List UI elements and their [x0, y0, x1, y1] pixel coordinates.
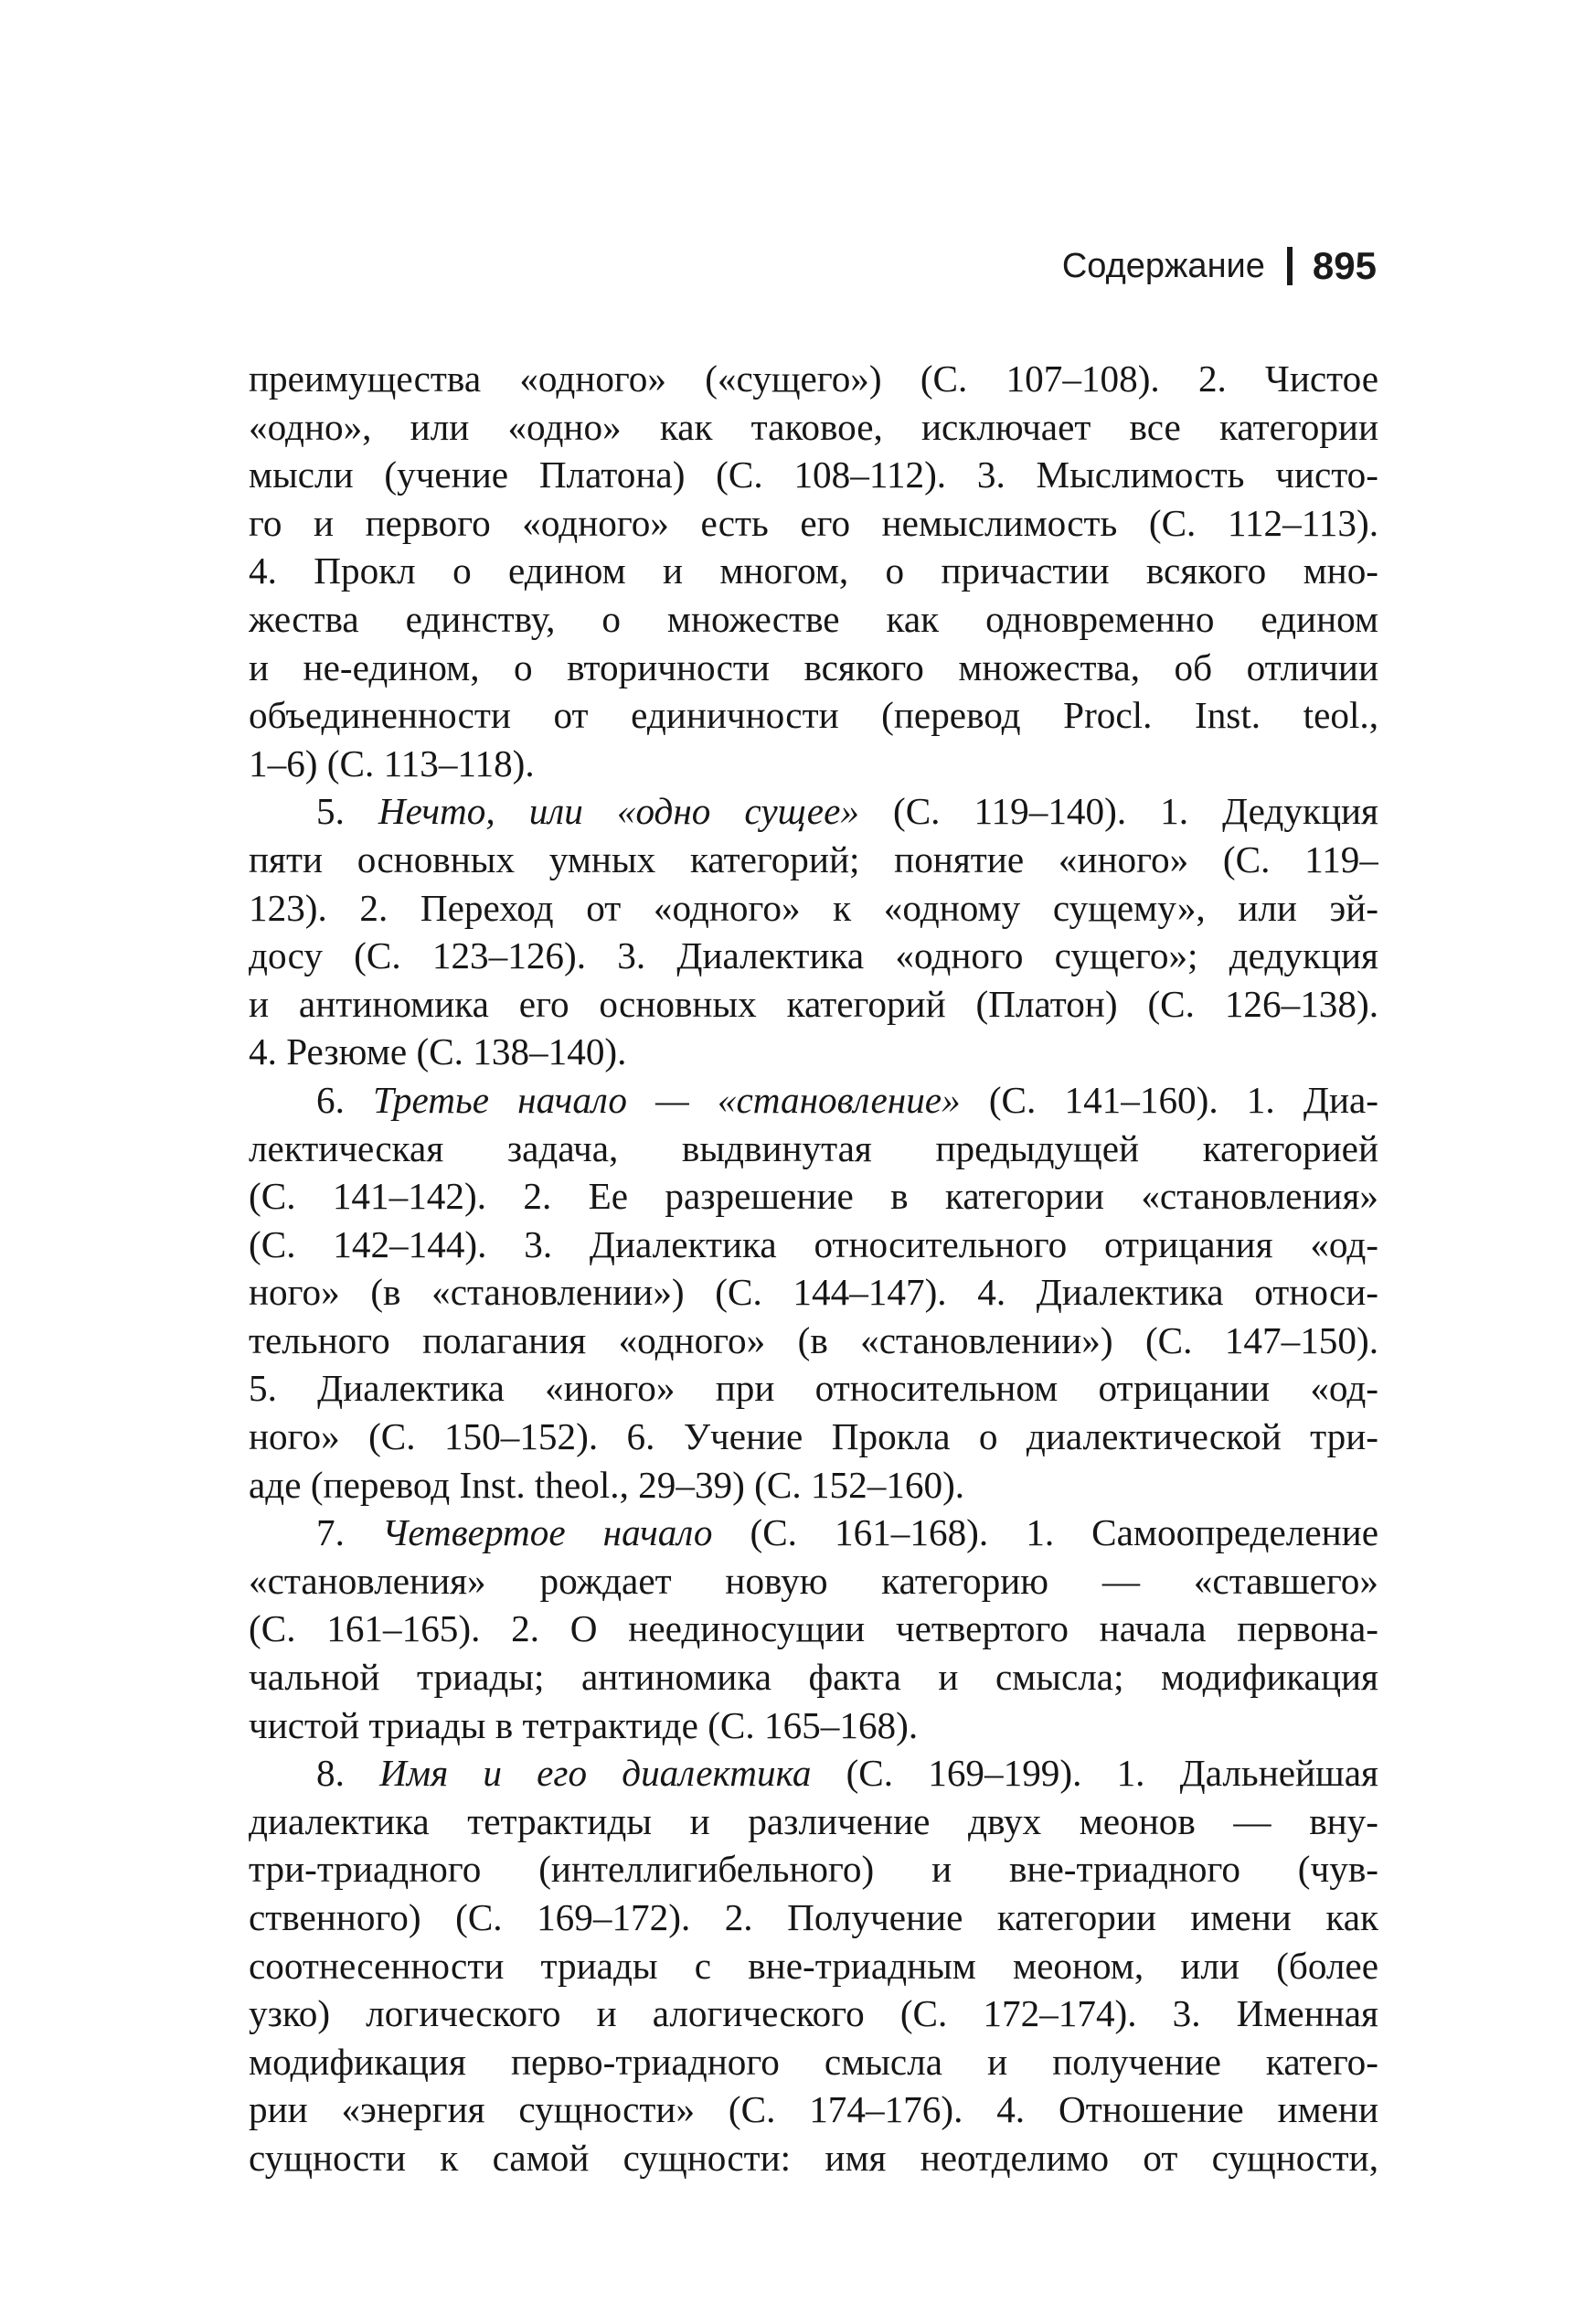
text-line [249, 644, 1378, 692]
chapter-title: Третье начало — «становление» [373, 1078, 961, 1121]
text-segment: (С. 142–144). 3. Диалектика относительного отрицания «од- [249, 1222, 1378, 1265]
text-segment: 5. Диалектика «иного» при относительном отрицании «од- [249, 1367, 1378, 1410]
chapter-title: Четвертое начало [381, 1511, 713, 1554]
text-segment: ного» (С. 150–152). 6. Учение Прокла о диалектической три- [249, 1415, 1378, 1458]
text-line [249, 1702, 1378, 1750]
text-segment: (С. 141–160). 1. Диа- [960, 1078, 1378, 1121]
text-segment: пяти основных умных категорий; понятие «иного» (С. 119– [249, 837, 1378, 880]
text-line [249, 1461, 1378, 1510]
text-line [249, 403, 1378, 452]
text-line [249, 2086, 1378, 2134]
text-segment: 4. Резюме (С. 138–140). [249, 1030, 627, 1073]
text-line [249, 1557, 1378, 1606]
text-segment: жества единству, о множестве как одновременно едином [249, 597, 1378, 640]
text-segment: го и первого «одного» есть его немыслимость (С. 112–113). [249, 501, 1378, 544]
text-line [249, 980, 1378, 1029]
text-line [249, 1990, 1378, 2038]
text-segment: (С. 161–168). 1. Самоопределение [712, 1511, 1378, 1554]
text-line [249, 1364, 1378, 1413]
text-line [249, 1172, 1378, 1221]
text-segment: диалектика тетрактиды и различение двух меонов — вну- [249, 1799, 1378, 1842]
text-segment: ного» (в «становлении») (С. 144–147). 4. Диалектика относи- [249, 1271, 1378, 1314]
text-line [249, 1268, 1378, 1317]
text-segment: чистой триады в тетрактиде (С. 165–168). [249, 1703, 919, 1746]
text-segment: узко) логического и алогического (С. 172–174). 3. Именная [249, 1992, 1378, 2035]
chapter-title: Нечто, или «одно сущее» [378, 790, 859, 833]
text-segment: 4. Прокл о едином и многом, о причастии всякого мно- [249, 549, 1378, 592]
text-line [249, 1894, 1378, 1942]
text-line [249, 932, 1378, 980]
text-segment: ственного) (С. 169–172). 2. Получение категории имени как [249, 1896, 1378, 1938]
text-segment: (С. 161–165). 2. О неединосущии четвертого начала первона- [249, 1607, 1378, 1650]
text-segment: сущности к самой сущности: имя неотделимо от сущности, [249, 2136, 1378, 2179]
text-line [249, 1317, 1378, 1365]
text-line [249, 2038, 1378, 2086]
text-segment: мысли (учение Платона) (С. 108–112). 3. Мыслимость чисто- [249, 453, 1378, 496]
text-line [249, 1605, 1378, 1653]
running-head [1061, 244, 1377, 287]
text-segment: модификация перво-триадного смысла и получение катего- [249, 2040, 1378, 2083]
header-separator [1287, 247, 1293, 285]
text-line [249, 787, 1378, 836]
text-line [249, 884, 1378, 933]
text-segment: аде (перевод Inst. theol., 29–39) (С. 152–160). [249, 1463, 965, 1506]
text-segment: «становления» рождает новую категорию — «ставшего» [249, 1559, 1378, 1602]
text-segment: рии «энергия сущности» (С. 174–176). 4. Отношение имени [249, 2088, 1378, 2131]
text-segment: (С. 141–142). 2. Ее разрешение в категории «становления» [249, 1175, 1378, 1218]
text-segment: объединенности от единичности (перевод Procl. Inst. teol., [249, 694, 1378, 737]
text-segment: досу (С. 123–126). 3. Диалектика «одного сущего»; дедукция [249, 934, 1378, 977]
text-line [249, 836, 1378, 884]
text-line [249, 1221, 1378, 1269]
text-line [249, 1749, 1378, 1798]
text-segment: лектическая задача, выдвинутая предыдущей категорией [249, 1126, 1378, 1169]
text-line [249, 595, 1378, 644]
text-line [249, 2134, 1378, 2182]
text-line [249, 1653, 1378, 1702]
table-of-contents-text [249, 355, 1378, 2182]
text-segment: 1–6) (С. 113–118). [249, 741, 535, 784]
text-segment: и антиномика его основных категорий (Платон) (С. 126–138). [249, 982, 1378, 1025]
text-line [249, 1845, 1378, 1894]
text-line [249, 691, 1378, 740]
text-segment: (С. 169–199). 1. Дальнейшая [811, 1752, 1378, 1795]
text-line [249, 1076, 1378, 1125]
text-line [249, 740, 1378, 788]
text-segment: 6. [316, 1078, 374, 1121]
text-segment: чальной триады; антиномика факта и смысла; модификация [249, 1656, 1378, 1699]
text-line [249, 1942, 1378, 1990]
text-line [249, 355, 1378, 403]
text-segment: (С. 119–140). 1. Дедукция [858, 790, 1378, 833]
text-line [249, 1028, 1378, 1076]
text-segment: 5. [316, 790, 378, 833]
text-segment: 7. [316, 1511, 382, 1554]
text-line [249, 1798, 1378, 1846]
section-title: Содержание [1061, 247, 1265, 285]
text-line [249, 451, 1378, 499]
text-segment: 8. [316, 1752, 380, 1795]
chapter-title: Имя и его диалектика [379, 1752, 812, 1795]
text-segment: 123). 2. Переход от «одного» к «одному сущему», или эй- [249, 886, 1378, 929]
text-line [249, 547, 1378, 595]
page-number: 895 [1312, 244, 1377, 287]
text-segment: три-триадного (интеллигибельного) и вне-триадного (чув- [249, 1848, 1378, 1891]
text-segment: «одно», или «одно» как таковое, исключает все категории [249, 405, 1378, 448]
text-segment: и не-едином, о вторичности всякого множества, об отличии [249, 645, 1378, 688]
text-segment: преимущества «одного» («сущего») (С. 107–108). 2. Чистое [249, 357, 1378, 400]
text-line [249, 1509, 1378, 1557]
text-line [249, 1125, 1378, 1173]
text-segment: соотнесенности триады с вне-триадным меоном, или (более [249, 1944, 1378, 1987]
text-segment: тельного полагания «одного» (в «становлении») (С. 147–150). [249, 1318, 1378, 1361]
text-line [249, 1413, 1378, 1461]
text-line [249, 499, 1378, 548]
